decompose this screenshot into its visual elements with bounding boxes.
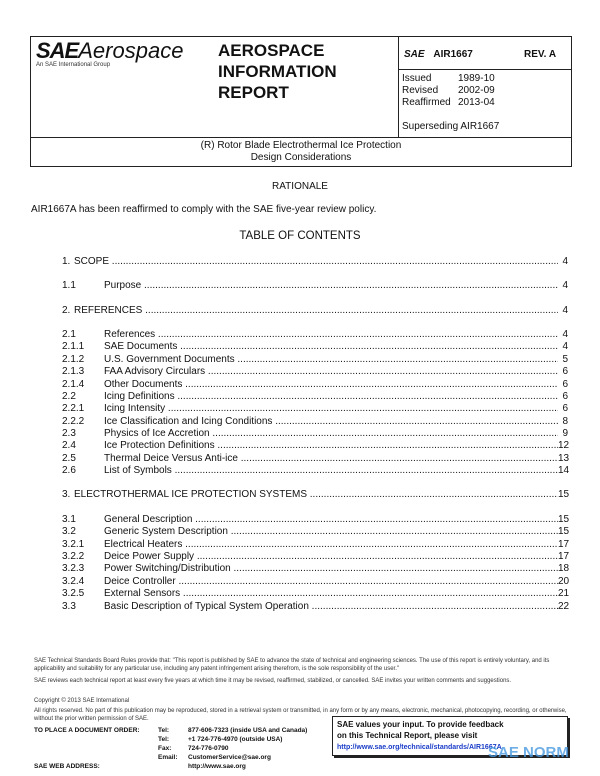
toc-page: 4 (562, 341, 568, 352)
toc-title: General Description ..... (104, 514, 558, 526)
toc-number: 3.2.4 (62, 576, 85, 587)
toc-number: 1. (62, 256, 71, 267)
toc-number: 2.1.4 (62, 379, 85, 390)
toc-entry[interactable] (62, 305, 568, 317)
doc-type-line: INFORMATION (218, 62, 337, 81)
toc-title: Ice Protection Definitions ..... (104, 440, 558, 452)
toc-entry[interactable] (62, 391, 568, 403)
date-value: 1989-10 (458, 73, 495, 84)
toc-entry[interactable] (62, 576, 568, 588)
toc-page: 9 (562, 428, 568, 439)
rationale-heading: RATIONALE (272, 181, 328, 192)
toc-entry[interactable] (62, 539, 568, 551)
toc-heading: TABLE OF CONTENTS (239, 230, 361, 242)
contact-value: 877-606-7323 (inside USA and Canada) (188, 727, 308, 734)
toc-title: Basic Description of Typical System Operation ..... (104, 601, 558, 613)
toc-number: 3.3 (62, 601, 76, 612)
toc-entry[interactable] (62, 440, 568, 452)
toc-page: 22 (558, 601, 570, 612)
toc-number: 2.1.1 (62, 341, 85, 352)
doc-type-line: REPORT (218, 83, 289, 102)
order-label: TO PLACE A DOCUMENT ORDER: (34, 727, 140, 734)
toc-entry[interactable] (62, 514, 568, 526)
title-line: Design Considerations (250, 152, 352, 163)
toc-title: External Sensors ..... (104, 588, 558, 600)
rationale-text: AIR1667A has been reaffirmed to comply with the SAE five-year review policy. (31, 204, 377, 215)
contact-label: Fax: (158, 745, 172, 752)
toc-entry[interactable] (62, 329, 568, 341)
toc-title: REFERENCES ..... (74, 305, 558, 317)
toc-title: Ice Classification and Icing Conditions ..... (104, 416, 558, 428)
toc-entry[interactable] (62, 453, 568, 465)
toc-page: 20 (558, 576, 570, 587)
toc-page: 17 (558, 539, 570, 550)
toc-entry[interactable] (62, 354, 568, 366)
toc-title: Purpose ..... (104, 280, 558, 292)
toc-number: 2.2 (62, 391, 76, 402)
toc-entry[interactable] (62, 379, 568, 391)
toc-page: 15 (558, 526, 570, 537)
logo-aerospace: Aerospace (78, 38, 184, 63)
email-link[interactable]: CustomerService@sae.org (188, 754, 271, 761)
toc-page: 5 (562, 354, 568, 365)
logo-subtitle: An SAE International Group (36, 62, 111, 68)
toc-page: 13 (558, 453, 570, 464)
toc-title: Icing Definitions ..... (104, 391, 558, 403)
toc-page: 6 (562, 379, 568, 390)
toc-entry[interactable] (62, 588, 568, 600)
toc-entry[interactable] (62, 280, 568, 292)
toc-page: 6 (562, 366, 568, 377)
toc-title: Power Switching/Distribution ..... (104, 563, 558, 575)
toc-title: Thermal Deice Versus Anti-ice ..... (104, 453, 558, 465)
toc-entry[interactable] (62, 526, 568, 538)
superseding: Superseding AIR1667 (402, 121, 500, 132)
sae-mark: SAE (404, 49, 425, 60)
toc-title: ELECTROTHERMAL ICE PROTECTION SYSTEMS ..... (74, 489, 558, 501)
title-line: (R) Rotor Blade Electrothermal Ice Protection (200, 140, 402, 151)
toc-page: 6 (562, 403, 568, 414)
toc-entry[interactable] (62, 563, 568, 575)
toc-page: 14 (558, 465, 570, 476)
toc-page: 4 (562, 305, 568, 316)
toc-page: 15 (558, 514, 570, 525)
toc-page: 8 (562, 416, 568, 427)
toc-title: References ..... (104, 329, 558, 341)
toc-entry[interactable] (62, 341, 568, 353)
toc-number: 1.1 (62, 280, 76, 291)
toc-entry[interactable] (62, 428, 568, 440)
toc-number: 3.2.1 (62, 539, 85, 550)
toc-number: 2.1.3 (62, 366, 85, 377)
toc-number: 3.1 (62, 514, 76, 525)
toc-entry[interactable] (62, 465, 568, 477)
toc-number: 3.2.3 (62, 563, 85, 574)
copyright: Copyright © 2013 SAE International (34, 698, 130, 704)
date-label: Reaffirmed (402, 97, 451, 108)
toc-entry[interactable] (62, 551, 568, 563)
toc-page: 18 (558, 563, 570, 574)
toc-title: Deice Controller ..... (104, 576, 558, 588)
toc-title: U.S. Government Documents ..... (104, 354, 558, 366)
footer-rules: SAE Technical Standards Board Rules provide that: "This report is published by SAE to advance the state of technical and engineering sciences. The use of this report is entirely voluntary, and its applicability and suitability for any particular use, including any patent infringement arising therefrom, is the sole responsibility of the user." (34, 658, 550, 672)
toc-entry[interactable] (62, 366, 568, 378)
toc-page: 6 (562, 391, 568, 402)
contact-value: 724-776-0790 (188, 745, 229, 752)
footer-rights: All rights reserved. No part of this publication may be reproduced, stored in a retrieval system or transmitted, in any form or by any means, electronic, mechanical, photocopying, recording, or otherwise, without the prior written permission of SAE. (34, 708, 567, 722)
web-address-link[interactable]: http://www.sae.org (188, 763, 246, 770)
document-type (218, 40, 337, 103)
toc-entry[interactable] (62, 489, 568, 501)
contacts (158, 726, 307, 771)
toc-title: List of Symbols ..... (104, 465, 558, 477)
toc-title: Icing Intensity ..... (104, 403, 558, 415)
doc-type-line: AEROSPACE (218, 41, 325, 60)
toc-page: 4 (562, 329, 568, 340)
toc-number: 2. (62, 305, 71, 316)
toc-number: 2.6 (62, 465, 76, 476)
toc-page: 21 (558, 588, 570, 599)
toc-title: Electrical Heaters ..... (104, 539, 558, 551)
toc-number: 2.3 (62, 428, 76, 439)
toc-title: Deice Power Supply ..... (104, 551, 558, 563)
toc-entry[interactable] (62, 403, 568, 415)
toc-page: 4 (562, 256, 568, 267)
document-title (30, 140, 572, 164)
toc-number: 3. (62, 489, 71, 500)
date-value: 2013-04 (458, 97, 495, 108)
revision: REV. A (524, 49, 557, 60)
divider (398, 69, 572, 70)
toc-entry[interactable] (62, 416, 568, 428)
sae-norm-watermark: SAE NORM (488, 744, 569, 761)
toc-number: 3.2 (62, 526, 76, 537)
logo-sae: SAE (36, 38, 79, 63)
toc-title: Generic System Description ..... (104, 526, 558, 538)
toc-number: 2.2.1 (62, 403, 85, 414)
feedback-text: SAE values your input. To provide feedback (337, 720, 504, 729)
toc-title: SAE Documents ..... (104, 341, 558, 353)
footer-review: SAE reviews each technical report at least every five years at which time it may be revised, reaffirmed, stabilized, or cancelled. SAE invites your written comments and suggestions. (34, 678, 512, 684)
toc-title: Physics of Ice Accretion ..... (104, 428, 558, 440)
toc-title: SCOPE ..... (74, 256, 558, 268)
toc-title: Other Documents ..... (104, 379, 558, 391)
toc-page: 17 (558, 551, 570, 562)
dates-block (402, 73, 495, 109)
toc-entry[interactable] (62, 601, 568, 613)
feedback-text: on this Technical Report, please visit (337, 731, 478, 740)
toc-page: 4 (562, 280, 568, 291)
contact-label: Tel: (158, 736, 170, 743)
toc-number: 3.2.2 (62, 551, 85, 562)
sae-aerospace-logo (36, 38, 183, 64)
divider (398, 36, 399, 137)
toc-number: 2.1.2 (62, 354, 85, 365)
toc-number: 2.2.2 (62, 416, 85, 427)
contact-label: Email: (158, 754, 178, 761)
toc-page: 12 (558, 440, 570, 451)
date-label: Issued (402, 73, 432, 84)
date-value: 2002-09 (458, 85, 495, 96)
date-label: Revised (402, 85, 439, 96)
contact-label: Tel: (158, 727, 170, 734)
toc-number: 3.2.5 (62, 588, 85, 599)
toc-number: 2.5 (62, 453, 76, 464)
contact-value: +1 724-776-4970 (outside USA) (188, 736, 283, 743)
toc-number: 2.1 (62, 329, 76, 340)
doc-number: AIR1667 (433, 49, 473, 60)
toc-page: 15 (558, 489, 570, 500)
toc-title: FAA Advisory Circulars ..... (104, 366, 558, 378)
toc-number: 2.4 (62, 440, 76, 451)
feedback-link[interactable]: http://www.sae.org/technical/standards/AIR1667A (337, 744, 502, 751)
toc-entry[interactable] (62, 256, 568, 268)
divider (30, 137, 572, 138)
doc-number-row (404, 49, 473, 60)
web-label: SAE WEB ADDRESS: (34, 763, 100, 770)
